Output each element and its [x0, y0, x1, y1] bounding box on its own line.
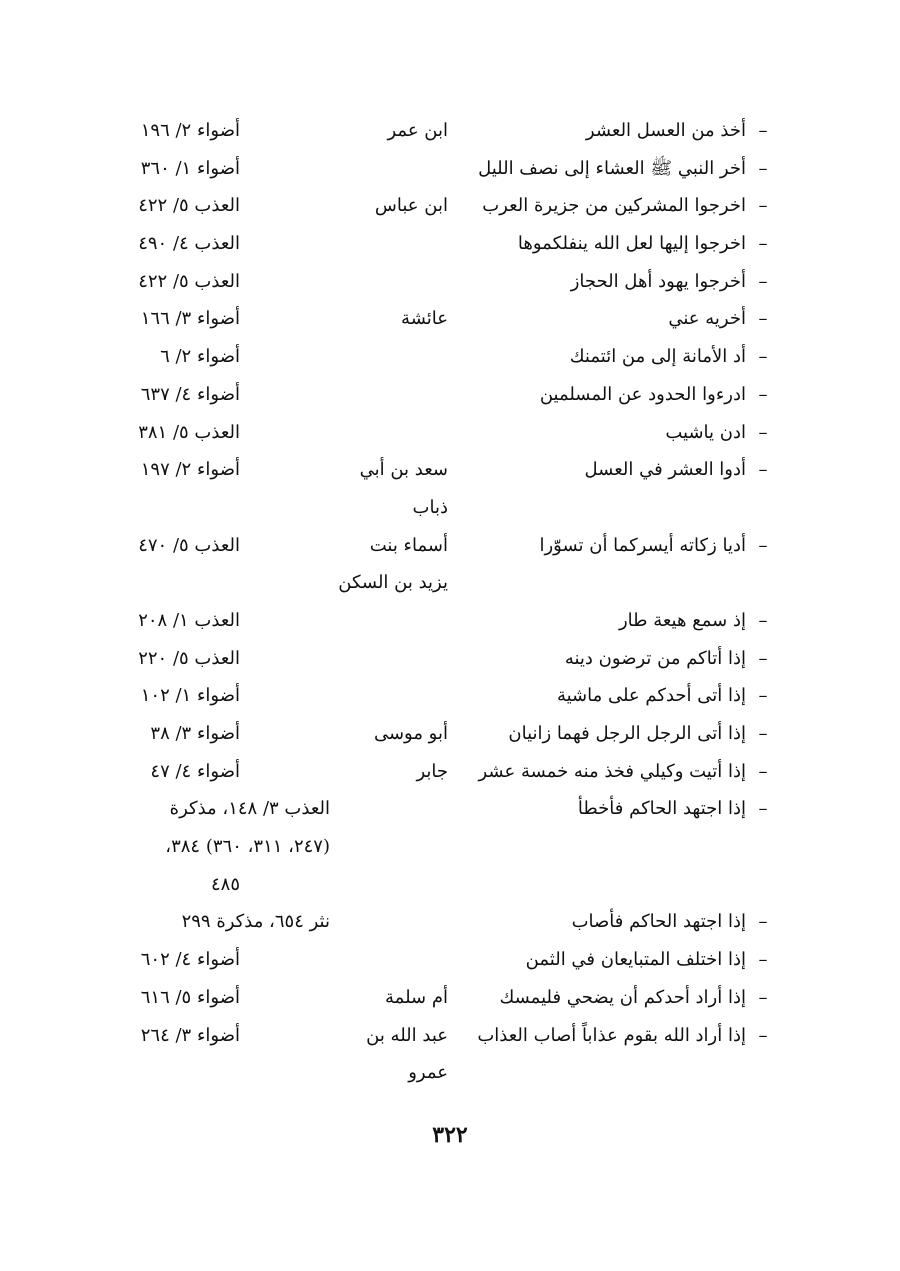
row-dash: –	[758, 647, 768, 669]
narrator-name: ابن عمر	[387, 120, 448, 141]
hadith-text: أخريه عني	[668, 308, 746, 330]
hadith-text: اخرجوا المشركين من جزيرة العرب	[482, 195, 746, 217]
index-row	[0, 187, 900, 225]
index-row	[0, 527, 900, 565]
narrator-name: عائشة	[401, 308, 448, 330]
row-dash: –	[758, 798, 768, 820]
index-row	[0, 715, 900, 753]
hadith-text: ادن ياشيب	[665, 421, 746, 443]
row-dash: –	[758, 760, 768, 782]
hadith-text: إذا أتى أحدكم على ماشية	[556, 685, 746, 707]
row-dash: –	[758, 346, 768, 368]
source-reference: أضواء ٤/ ٦٣٧	[140, 383, 240, 405]
source-reference: أضواء ٤/ ٦٠٢	[140, 949, 240, 971]
index-row	[0, 790, 900, 828]
row-dash: –	[758, 195, 768, 217]
narrator-name: ذباب	[412, 496, 448, 518]
source-reference: أضواء ٣/ ٢٦٤	[140, 1024, 240, 1046]
index-row	[0, 677, 900, 715]
narrator-name: جابر	[416, 760, 448, 782]
narrator-name: سعد بن أبي	[359, 459, 448, 481]
index-row	[0, 451, 900, 489]
source-reference: أضواء ٢/ ٦	[160, 346, 240, 368]
index-row	[0, 150, 900, 188]
row-dash: –	[758, 723, 768, 744]
index-row	[0, 338, 900, 376]
source-reference: نثر ٦٥٤، مذكرة ٢٩٩	[181, 911, 330, 933]
hadith-text: أد الأمانة إلى من ائتمنك	[569, 346, 746, 368]
source-reference: أضواء ٢/ ١٩٦	[140, 120, 240, 141]
source-reference: العذب ٥/ ٤٢٢	[138, 270, 240, 292]
row-dash: –	[758, 157, 768, 179]
hadith-text: أخر النبي ﷺ العشاء إلى نصف الليل	[478, 157, 746, 179]
hadith-text: إذا أتيت وكيلي فخذ منه خمسة عشر	[478, 760, 746, 782]
narrator-name: أم سلمة	[385, 986, 448, 1008]
row-dash: –	[758, 233, 768, 255]
index-row	[0, 414, 900, 452]
row-dash: –	[758, 911, 768, 933]
row-dash: –	[758, 421, 768, 443]
hadith-text: إذا اجتهد الحاكم فأخطأ	[577, 798, 746, 820]
index-row	[0, 225, 900, 263]
row-dash: –	[758, 459, 768, 481]
hadith-text: أدوا العشر في العسل	[584, 459, 746, 481]
hadith-text: أخذ من العسل العشر	[585, 120, 746, 141]
narrator-name: عمرو	[408, 1062, 448, 1084]
source-reference: أضواء ٥/ ٦١٦	[140, 986, 240, 1008]
row-dash: –	[758, 685, 768, 707]
index-row	[0, 564, 900, 602]
source-reference: أضواء ٤/ ٤٧	[150, 760, 240, 782]
narrator-name: أسماء بنت	[369, 534, 448, 556]
hadith-index-list	[0, 112, 900, 1092]
index-row	[0, 602, 900, 640]
source-reference: العذب ٥/ ٢٢٠	[138, 647, 240, 669]
index-row	[0, 489, 900, 527]
hadith-text: إذا أراد الله بقوم عذاباً أصاب العذاب	[477, 1024, 746, 1046]
index-row	[0, 866, 900, 904]
index-row	[0, 903, 900, 941]
hadith-text: إذا أتى الرجل الرجل فهما زانيان	[508, 723, 746, 744]
index-row	[0, 753, 900, 791]
source-reference: أضواء ١/ ٣٦٠	[140, 157, 240, 179]
hadith-text: إذ سمع هيعة طار	[618, 609, 746, 631]
hadith-text: إذا اختلف المتبايعان في الثمن	[525, 949, 746, 971]
row-dash: –	[758, 270, 768, 292]
source-reference: أضواء ٣/ ٣٨	[150, 723, 240, 744]
row-dash: –	[758, 120, 768, 141]
source-reference: أضواء ٣/ ١٦٦	[140, 308, 240, 330]
narrator-name: عبد الله بن	[366, 1024, 448, 1046]
source-reference: أضواء ٢/ ١٩٧	[140, 459, 240, 481]
source-reference: (٢٤٧، ٣١١، ٣٦٠) ٣٨٤،	[165, 836, 330, 858]
narrator-name: يزيد بن السكن	[338, 572, 448, 594]
hadith-text: أديا زكاته أيسركما أن تسوّرا	[539, 534, 746, 556]
source-reference: العذب ٥/ ٣٨١	[138, 421, 240, 443]
index-row	[0, 1054, 900, 1092]
page-number: ٣٢٢	[432, 1122, 468, 1148]
row-dash: –	[758, 986, 768, 1008]
hadith-text: أخرجوا يهود أهل الحجاز	[570, 270, 746, 292]
source-reference: ٤٨٥	[210, 873, 240, 895]
source-reference: العذب ٤/ ٤٩٠	[138, 233, 240, 255]
narrator-name: ابن عباس	[374, 195, 448, 217]
hadith-text: ادرءوا الحدود عن المسلمين	[539, 383, 746, 405]
source-reference: العذب ١/ ٢٠٨	[138, 609, 240, 631]
narrator-name: أبو موسى	[373, 723, 448, 744]
source-reference: أضواء ١/ ١٠٢	[140, 685, 240, 707]
hadith-text: إذا اجتهد الحاكم فأصاب	[571, 911, 746, 933]
index-row	[0, 828, 900, 866]
source-reference: العذب ٥/ ٤٧٠	[138, 534, 240, 556]
hadith-text: اخرجوا إليها لعل الله ينفلكموها	[517, 233, 746, 255]
index-row	[0, 1017, 900, 1055]
index-row	[0, 263, 900, 301]
source-reference: العذب ٥/ ٤٢٢	[138, 195, 240, 217]
hadith-text: إذا أراد أحدكم أن يضحي فليمسك	[499, 986, 746, 1008]
row-dash: –	[758, 1024, 768, 1046]
row-dash: –	[758, 308, 768, 330]
row-dash: –	[758, 609, 768, 631]
index-row	[0, 112, 900, 150]
index-row	[0, 640, 900, 678]
hadith-text: إذا أتاكم من ترضون دينه	[564, 647, 746, 669]
row-dash: –	[758, 949, 768, 971]
index-row	[0, 300, 900, 338]
index-row	[0, 941, 900, 979]
row-dash: –	[758, 383, 768, 405]
index-row	[0, 979, 900, 1017]
row-dash: –	[758, 534, 768, 556]
source-reference: العذب ٣/ ١٤٨، مذكرة	[169, 798, 330, 820]
index-row	[0, 376, 900, 414]
